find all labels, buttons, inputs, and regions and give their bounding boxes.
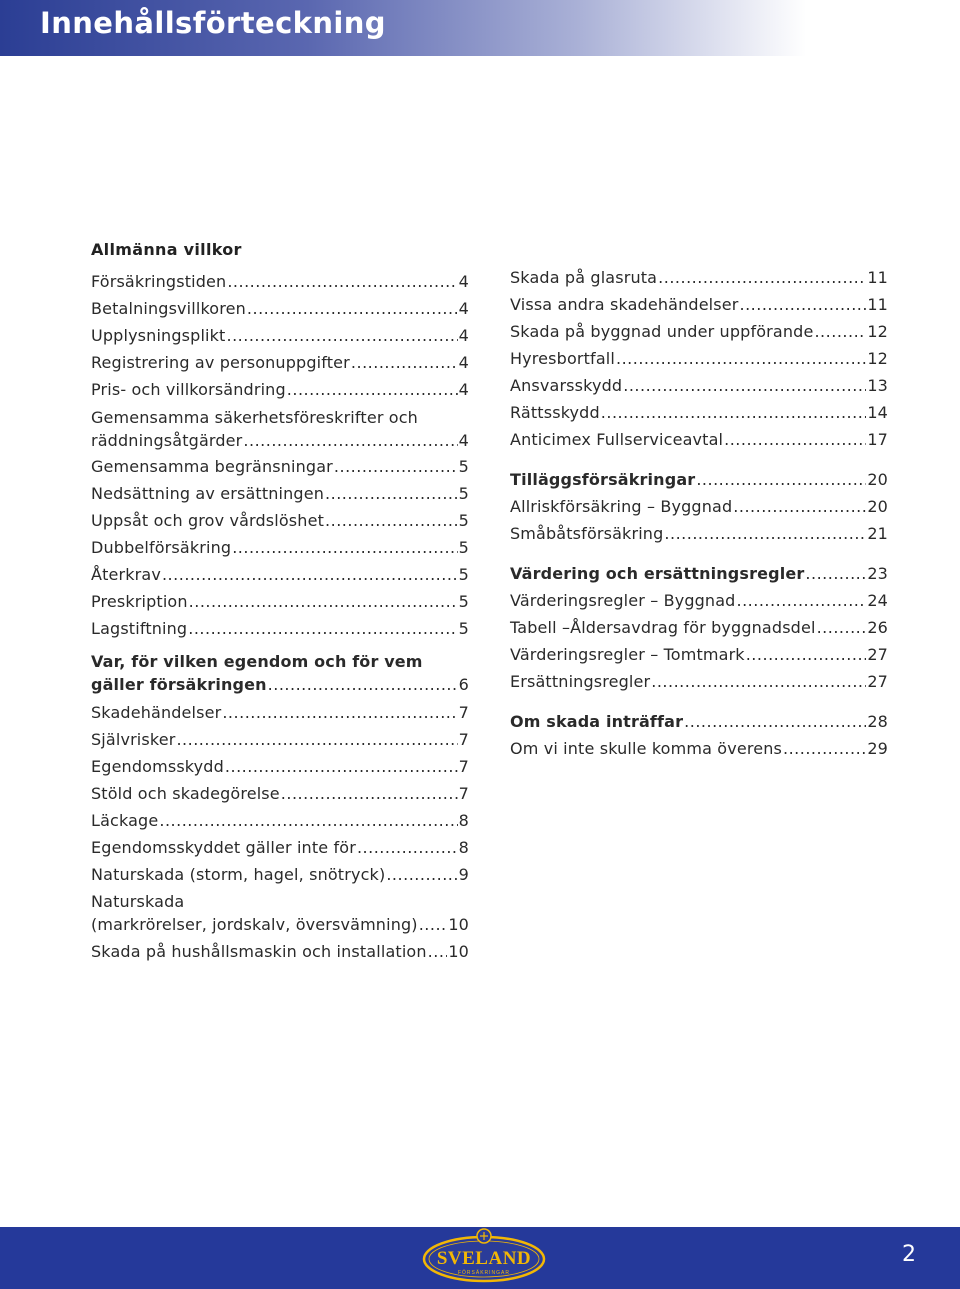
toc-entry-title: Tabell –Åldersavdrag för byggnadsdel [510, 618, 816, 637]
toc-leader-dots [222, 699, 457, 726]
page-header [0, 0, 960, 56]
toc-entry-title: Värderingsregler – Byggnad [510, 591, 736, 610]
toc-entry[interactable] [91, 753, 469, 780]
toc-leader-dots [651, 668, 866, 695]
toc-section-entry[interactable] [510, 560, 888, 587]
toc-leader-dots [616, 345, 866, 372]
toc-leader-dots [783, 735, 866, 762]
svg-text:SVELAND: SVELAND [436, 1248, 532, 1269]
toc-leader-dots [325, 480, 458, 507]
toc-entry-page: 10 [448, 942, 469, 961]
toc-entry-page: 5 [458, 565, 469, 584]
toc-entry[interactable] [91, 376, 469, 403]
toc-entry-page: 6 [458, 675, 469, 694]
toc-entry-title: Skadehändelser [91, 703, 222, 722]
toc-entry-title: Preskription [91, 592, 188, 611]
toc-entry[interactable] [91, 268, 469, 295]
toc-entry-page: 23 [867, 564, 888, 583]
toc-entry[interactable] [91, 295, 469, 322]
toc-entry-page: 4 [458, 431, 469, 450]
toc-section-entry[interactable] [510, 708, 888, 735]
toc-section-title: Tilläggsförsäkringar [510, 470, 696, 489]
toc-entry-title: Gemensamma begränsningar [91, 457, 333, 476]
toc-leader-dots [696, 466, 866, 493]
toc-entry-title: Om vi inte skulle komma överens [510, 739, 782, 758]
toc-leader-dots [733, 493, 866, 520]
toc-leader-dots [225, 753, 458, 780]
toc-entry-page: 20 [867, 470, 888, 489]
toc-entry-page: 28 [867, 712, 888, 731]
toc-leader-dots [232, 534, 457, 561]
toc-entry[interactable] [91, 780, 469, 807]
toc-entry-page: 8 [458, 838, 469, 857]
toc-entry[interactable] [510, 318, 888, 345]
toc-entry[interactable] [510, 668, 888, 695]
toc-entry-page: 11 [867, 295, 888, 314]
toc-entry-title: Ansvarsskydd [510, 376, 623, 395]
toc-entry[interactable] [510, 735, 888, 762]
toc-entry-page: 12 [867, 349, 888, 368]
toc-entry-title: Registrering av personuppgifter [91, 353, 350, 372]
toc-leader-dots [746, 641, 867, 668]
toc-entry-title: Hyresbortfall [510, 349, 615, 368]
toc-entry-page: 4 [458, 272, 469, 291]
toc-entry-page: 21 [867, 524, 888, 543]
toc-leader-dots [419, 913, 448, 936]
toc-entry-page: 5 [458, 484, 469, 503]
toc-entry[interactable] [91, 403, 469, 452]
toc-entry-title: Naturskada (storm, hagel, snötryck) [91, 865, 386, 884]
toc-entry-title-cont: gäller försäkringen [91, 675, 267, 694]
toc-leader-dots [386, 861, 457, 888]
toc-entry-page: 4 [458, 299, 469, 318]
toc-leader-dots [227, 268, 457, 295]
toc-section-title: Om skada inträffar [510, 712, 684, 731]
toc-entry-title-cont: räddningsåtgärder [91, 431, 243, 450]
toc-entry-title: Egendomsskyddet gäller inte för [91, 838, 356, 857]
toc-leader-dots [817, 614, 867, 641]
toc-entry[interactable] [510, 345, 888, 372]
toc-entry-title: Rättsskydd [510, 403, 600, 422]
toc-entry[interactable] [91, 322, 469, 349]
toc-entry-page: 10 [448, 915, 469, 934]
toc-leader-dots [664, 520, 866, 547]
toc-entry-page: 29 [867, 739, 888, 758]
toc-leader-dots [243, 429, 457, 452]
toc-entry-page: 7 [458, 730, 469, 749]
toc-entry-title: Småbåtsförsäkring [510, 524, 664, 543]
toc-entry-title-cont: (markrörelser, jordskalv, översvämning) [91, 915, 418, 934]
toc-entry-title: Dubbelförsäkring [91, 538, 232, 557]
toc-entry-title: Uppsåt och grov vårdslöshet [91, 511, 325, 530]
toc-entry[interactable] [91, 726, 469, 753]
toc-entry[interactable] [91, 507, 469, 534]
toc-entry-page: 14 [867, 403, 888, 422]
toc-entry-title: Nedsättning av ersättningen [91, 484, 325, 503]
toc-leader-dots [737, 587, 867, 614]
toc-entry[interactable] [510, 399, 888, 426]
toc-entry[interactable] [510, 264, 888, 291]
toc-entry[interactable] [510, 372, 888, 399]
toc-entry[interactable] [91, 888, 469, 936]
toc-right-column [510, 264, 888, 762]
toc-leader-dots [159, 807, 457, 834]
toc-entry-title: Anticimex Fullserviceavtal [510, 430, 724, 449]
toc-entry-title: Försäkringstiden [91, 272, 227, 291]
toc-entry-page: 9 [458, 865, 469, 884]
toc-leader-dots [281, 780, 458, 807]
toc-entry-title: Återkrav [91, 565, 161, 584]
toc-leader-dots [325, 507, 458, 534]
toc-entry-title: Självrisker [91, 730, 176, 749]
sveland-logo [421, 1227, 547, 1289]
toc-entry-page: 12 [867, 322, 888, 341]
toc-entry[interactable] [91, 453, 469, 480]
toc-leader-dots [740, 291, 867, 318]
toc-entry-page: 5 [458, 511, 469, 530]
toc-entry[interactable] [91, 861, 469, 888]
toc-entry[interactable] [510, 614, 888, 641]
toc-entry-title: Skada på glasruta [510, 268, 658, 287]
toc-leader-dots [724, 426, 866, 453]
toc-leader-dots [623, 372, 866, 399]
toc-entry[interactable] [91, 807, 469, 834]
toc-leader-dots [188, 615, 457, 642]
section-heading: Allmänna villkor [91, 240, 242, 259]
toc-entry-page: 5 [458, 538, 469, 557]
toc-entry-page: 20 [867, 497, 888, 516]
toc-left-column [91, 236, 469, 965]
toc-entry-page: 4 [458, 326, 469, 345]
page-number: 2 [902, 1242, 916, 1267]
toc-entry-title: Betalningsvillkoren [91, 299, 246, 318]
toc-entry-title: Pris- och villkorsändring [91, 380, 286, 399]
toc-entry[interactable] [91, 480, 469, 507]
toc-entry-title: Gemensamma säkerhetsföreskrifter och [91, 408, 418, 427]
page-title: Innehållsförteckning [40, 6, 386, 40]
toc-entry[interactable] [510, 641, 888, 668]
toc-entry[interactable] [91, 615, 469, 642]
toc-entry-page: 11 [867, 268, 888, 287]
toc-leader-dots [268, 673, 458, 696]
toc-entry-page: 7 [458, 703, 469, 722]
toc-entry[interactable] [91, 534, 469, 561]
toc-entry-title: Stöld och skadegörelse [91, 784, 280, 803]
toc-section-entry[interactable] [510, 466, 888, 493]
toc-entry[interactable] [510, 587, 888, 614]
toc-entry[interactable] [91, 834, 469, 861]
toc-leader-dots [247, 295, 458, 322]
toc-entry-title: Egendomsskydd [91, 757, 224, 776]
toc-entry[interactable] [510, 493, 888, 520]
toc-entry-page: 27 [867, 645, 888, 664]
toc-entry-page: 27 [867, 672, 888, 691]
toc-entry[interactable] [91, 699, 469, 726]
toc-leader-dots [176, 726, 457, 753]
toc-leader-dots [658, 264, 866, 291]
toc-entry-title: Värderingsregler – Tomtmark [510, 645, 745, 664]
toc-entry-page: 5 [458, 619, 469, 638]
toc-leader-dots [428, 938, 448, 965]
toc-entry-title: Läckage [91, 811, 159, 830]
toc-leader-dots [601, 399, 867, 426]
toc-leader-dots [162, 561, 458, 588]
toc-entry-page: 24 [867, 591, 888, 610]
toc-leader-dots [226, 322, 457, 349]
toc-entry[interactable] [91, 349, 469, 376]
toc-entry-title: Naturskada [91, 892, 185, 911]
toc-entry-title: Var, för vilken egendom och för vem [91, 652, 423, 671]
toc-entry-title: Ersättningsregler [510, 672, 651, 691]
toc-entry-page: 13 [867, 376, 888, 395]
toc-entry[interactable] [91, 938, 469, 965]
toc-section-title: Värdering och ersättningsregler [510, 564, 805, 583]
toc-leader-dots [334, 453, 458, 480]
toc-entry[interactable] [91, 650, 469, 696]
toc-entry[interactable] [91, 561, 469, 588]
toc-leader-dots [189, 588, 458, 615]
toc-leader-dots [357, 834, 458, 861]
toc-entry[interactable] [91, 588, 469, 615]
toc-entry-page: 4 [458, 380, 469, 399]
toc-leader-dots [684, 708, 866, 735]
toc-entry-page: 26 [867, 618, 888, 637]
toc-entry-title: Skada på hushållsmaskin och installation [91, 942, 427, 961]
toc-entry-title: Upplysningsplikt [91, 326, 226, 345]
toc-entry-title: Vissa andra skadehändelser [510, 295, 739, 314]
toc-leader-dots [351, 349, 458, 376]
page-footer [0, 1227, 960, 1289]
toc-entry-title: Skada på byggnad under uppförande [510, 322, 814, 341]
toc-entry[interactable] [510, 426, 888, 453]
toc-entry-page: 8 [458, 811, 469, 830]
toc-entry-page: 7 [458, 784, 469, 803]
toc-entry-page: 7 [458, 757, 469, 776]
toc-entry-page: 17 [867, 430, 888, 449]
toc-leader-dots [287, 376, 458, 403]
toc-entry[interactable] [510, 520, 888, 547]
toc-entry-page: 4 [458, 353, 469, 372]
toc-entry-title: Allriskförsäkring – Byggnad [510, 497, 733, 516]
svg-text:FÖRSÄKRINGAR: FÖRSÄKRINGAR [457, 1270, 511, 1276]
toc-entry[interactable] [510, 291, 888, 318]
toc-leader-dots [814, 318, 866, 345]
toc-entry-title: Lagstiftning [91, 619, 188, 638]
toc-entry-page: 5 [458, 592, 469, 611]
toc-entry-page: 5 [458, 457, 469, 476]
toc-leader-dots [805, 560, 866, 587]
